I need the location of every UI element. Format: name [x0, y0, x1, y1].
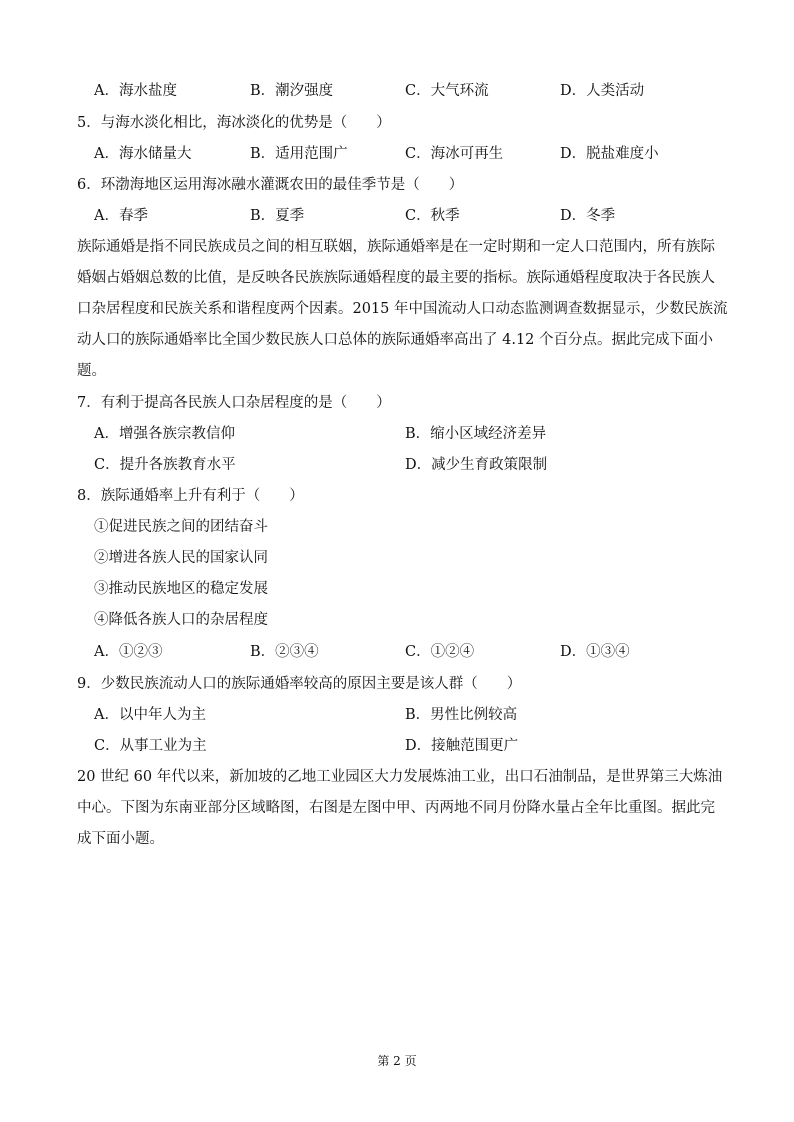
q8-option-a[interactable]: A．①②③	[94, 644, 163, 660]
q6-option-a[interactable]: A．春季	[94, 208, 148, 224]
page-number: 第 2 页	[377, 1054, 417, 1068]
q9-stem: 9．少数民族流动人口的族际通婚率较高的原因主要是该人群（ ）	[77, 676, 522, 692]
q9-option-a[interactable]: A．以中年人为主	[94, 707, 206, 723]
q7-option-b[interactable]: B．缩小区域经济差异	[405, 426, 547, 442]
q4-option-c[interactable]: C．大气环流	[405, 83, 489, 99]
passage2-line: 20 世纪 60 年代以来，新加坡的乙地工业园区大力发展炼油工业，出口石油制品，是世界第三大炼油	[77, 769, 723, 785]
q5-option-d[interactable]: D．脱盐难度小	[560, 146, 659, 162]
passage-intermarriage	[77, 232, 728, 387]
passage1-line: 婚姻占婚姻总数的比值，是反映各民族族际通婚程度的最主要的指标。族际通婚程度取决于各民族人	[77, 270, 715, 286]
passage2-line: 中心。下图为东南亚部分区域略图，右图是左图中甲、丙两地不同月份降水量占全年比重图。据此完	[77, 800, 715, 816]
q4-option-a[interactable]: A．海水盐度	[94, 83, 177, 99]
q8-statement: ④降低各族人口的杂居程度	[94, 612, 268, 628]
q4-option-d[interactable]: D．人类活动	[560, 83, 645, 99]
q7-option-c[interactable]: C．提升各族教育水平	[94, 457, 236, 473]
q8-option-c[interactable]: C．①②④	[405, 644, 475, 660]
q6-option-d[interactable]: D．冬季	[560, 208, 616, 224]
q8-option-d[interactable]: D．①③④	[560, 644, 630, 660]
q6-option-b[interactable]: B．夏季	[250, 208, 305, 224]
q8-statement: ③推动民族地区的稳定发展	[94, 581, 268, 597]
q6-option-c[interactable]: C．秋季	[405, 208, 460, 224]
q9-option-d[interactable]: D．接触范围更广	[405, 738, 519, 754]
q5-option-a[interactable]: A．海水储量大	[94, 146, 192, 162]
q7-stem: 7．有利于提高各民族人口杂居程度的是（ ）	[77, 395, 391, 411]
passage1-line: 族际通婚是指不同民族成员之间的相互联姻，族际通婚率是在一定时期和一定人口范围内，所有族际	[77, 239, 715, 255]
passage2-line: 成下面小题。	[77, 831, 164, 847]
q8-stem: 8．族际通婚率上升有利于（ ）	[77, 488, 304, 504]
q7-option-d[interactable]: D．减少生育政策限制	[405, 457, 548, 473]
q5-option-b[interactable]: B．适用范围广	[250, 146, 348, 162]
passage-singapore	[77, 762, 723, 855]
q5-option-c[interactable]: C．海冰可再生	[405, 146, 504, 162]
q4-option-b[interactable]: B．潮汐强度	[250, 83, 334, 99]
q7-option-a[interactable]: A．增强各族宗教信仰	[94, 426, 235, 442]
q5-stem: 5．与海水淡化相比，海冰淡化的优势是（ ）	[77, 115, 391, 131]
q9-option-c[interactable]: C．从事工业为主	[94, 738, 207, 754]
q6-stem: 6．环渤海地区运用海冰融水灌溉农田的最佳季节是（ ）	[77, 177, 464, 193]
passage1-line: 题。	[77, 363, 106, 379]
q8-statement: ②增进各族人民的国家认同	[94, 550, 268, 566]
q8-option-b[interactable]: B．②③④	[250, 644, 319, 660]
q8-statement: ①促进民族之间的团结奋斗	[94, 519, 268, 535]
q9-option-b[interactable]: B．男性比例较高	[405, 707, 518, 723]
passage1-line: 动人口的族际通婚率比全国少数民族人口总体的族际通婚率高出了 4.12 个百分点。据此完成下面小	[77, 332, 713, 348]
passage1-line: 口杂居程度和民族关系和谐程度两个因素。2015 年中国流动人口动态监测调查数据显示，少数民族流	[77, 301, 728, 317]
